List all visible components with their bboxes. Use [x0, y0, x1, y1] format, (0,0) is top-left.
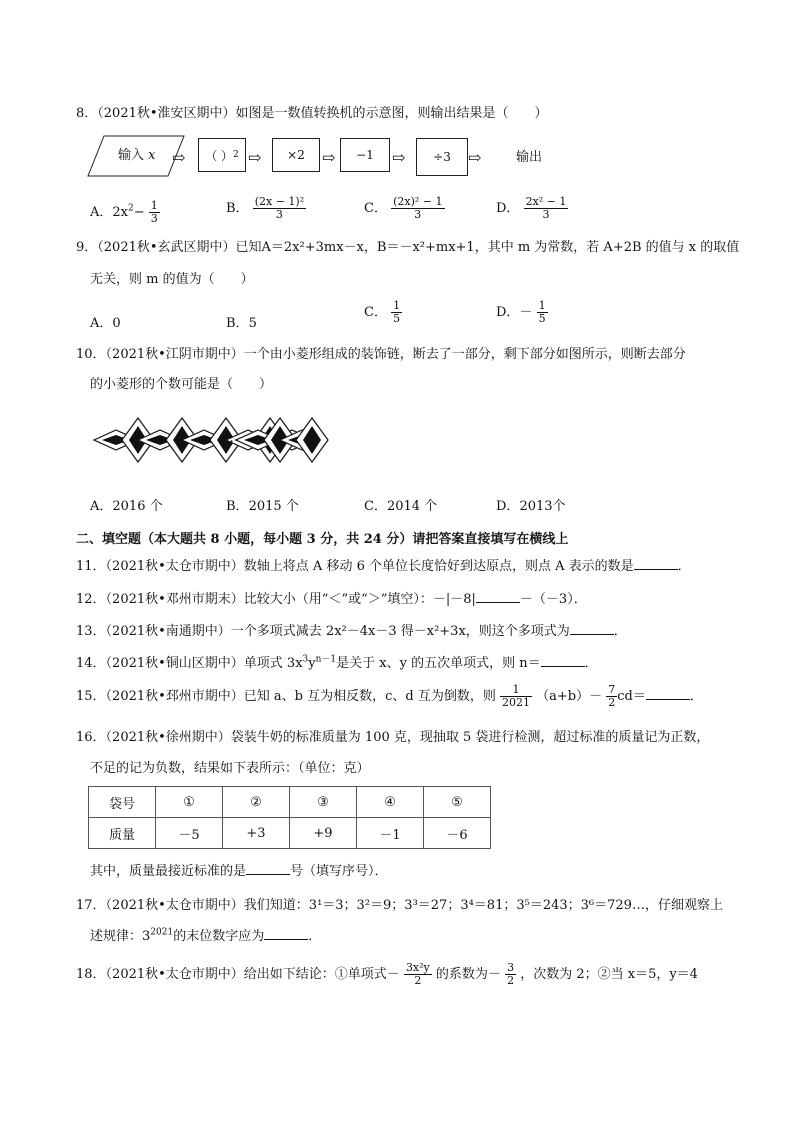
- q9-option-d: D．－ $\frac{1}{5}$: [496, 299, 546, 325]
- q9-option-a: A．0: [90, 316, 121, 331]
- q9-line2: 无关，则 m 的值为（ ）: [90, 272, 254, 287]
- answer-blank: [570, 622, 614, 635]
- q13: 13．（2021秋•南通期中）一个多项式减去 2x²－4x－3 得－x²+3x，则这个多项式为 ．: [76, 624, 627, 639]
- flow-output-label: 输出: [516, 150, 543, 165]
- q14: 14．（2021秋•铜山区期中）单项式 $3x^3y^{n-1}$是关于 x、y 的五次单项式，则 n＝ ．: [76, 654, 598, 671]
- q9-line1: 9．（2021秋•玄武区期中）已知A＝2x²+3mx－x，B＝－x²+mx+1，其中 m 为常数，若 A+2B 的值与 x 的取值: [76, 240, 740, 255]
- arrow-icon: ⇨: [468, 148, 482, 167]
- q18: 18．（2021秋•太仓市期中）给出如下结论：①单项式－ $\frac{\text{3x²y}}{2}$ 的系数为－ $\frac{3}{2}$ ，次数为 2；②当 x＝5，y＝4: [76, 961, 698, 987]
- q16-after: 其中，质量最接近标准的是 号（填写序号）．: [90, 864, 388, 879]
- q8-option-c: C． $\frac{\text{(2x)² − 1}}{3}$: [364, 195, 443, 221]
- q10-line2: 的小菱形的个数可能是（ ）: [90, 377, 273, 392]
- q8-option-b: B． $\frac{\text{(2x − 1)²}}{3}$: [226, 195, 305, 221]
- table-cell: 袋号: [89, 787, 156, 818]
- table-cell: －5: [156, 818, 223, 849]
- table-row: [89, 787, 491, 818]
- table-cell: －6: [424, 818, 491, 849]
- section-2-heading: 二、填空题（本大题共 8 小题，每小题 3 分，共 24 分）请把答案直接填写在横线上: [76, 532, 569, 547]
- table-cell: －1: [357, 818, 424, 849]
- arrow-icon: ⇨: [172, 148, 186, 167]
- q17-line2: 述规律：$3^{2021}$的末位数字应为 ．: [90, 927, 322, 944]
- answer-blank: [646, 687, 690, 700]
- answer-blank: [246, 862, 290, 875]
- chain-ellipsis: …: [220, 430, 234, 446]
- table-cell: +9: [290, 818, 357, 849]
- q8-option-d: D． $\frac{\text{2x² − 1}}{3}$: [496, 195, 567, 221]
- table-cell: ③: [290, 787, 357, 818]
- q8-option-a: A．$2x^2-$ $\frac{1}{3}$: [90, 199, 158, 225]
- rhombus-chain-figure-right: [236, 410, 336, 470]
- q15: 15．（2021秋•邳州市期中）已知 a、b 互为相反数，c、d 互为倒数，则 $\frac{1}{2021}$ （a+b）－ $\frac{7}{2}$ cd＝ ．: [76, 683, 703, 709]
- q17-line1: 17．（2021秋•太仓市期中）我们知道：3¹＝3；3²＝9；3³＝27；3⁴＝81；3⁵＝243；3⁶＝729…，仔细观察上: [76, 898, 723, 913]
- q8-text: 8．（2021秋•淮安区期中）如图是一数值转换机的示意图，则输出结果是（ ）: [76, 106, 548, 121]
- q16-line1: 16．（2021秋•徐州期中）袋装牛奶的标准质量为 100 克，现抽取 5 袋进行检测，超过标准的质量记为正数，: [76, 730, 710, 745]
- answer-blank: [541, 654, 585, 667]
- q10-option-a: A．2016 个: [90, 499, 163, 514]
- q11: 11．（2021秋•太仓市期中）数轴上将点 A 移动 6 个单位长度恰好到达原点，则点 A 表示的数是 ．: [76, 559, 691, 574]
- arrow-icon: ⇨: [322, 148, 336, 167]
- table-cell: ④: [357, 787, 424, 818]
- flow-minus1-box: −1: [340, 138, 390, 172]
- answer-blank: [264, 927, 308, 940]
- q12: 12．（2021秋•邓州市期末）比较大小（用“＜”或“＞”填空）：－|－8| －（－3）．: [76, 592, 587, 607]
- q16-table: [88, 786, 491, 849]
- answer-blank: [476, 590, 520, 603]
- answer-blank: [634, 557, 678, 570]
- q10-option-b: B．2015 个: [226, 499, 299, 514]
- table-cell: ⑤: [424, 787, 491, 818]
- flow-input-label: 输入 x: [118, 148, 156, 163]
- flow-times2-box: ×2: [272, 138, 320, 172]
- q10-option-c: C．2014 个: [364, 499, 438, 514]
- q9-option-c: C． $\frac{1}{5}$: [364, 299, 401, 325]
- q16-line2: 不足的记为负数，结果如下表所示：（单位：克）: [90, 761, 370, 776]
- arrow-icon: ⇨: [248, 148, 262, 167]
- arrow-icon: ⇨: [392, 148, 406, 167]
- table-cell: ①: [156, 787, 223, 818]
- flow-div3-box: ÷3: [416, 138, 468, 176]
- table-cell: ②: [223, 787, 290, 818]
- q10-option-d: D．2013个: [496, 499, 566, 514]
- flow-square-box: （ ） 2: [198, 138, 246, 172]
- table-cell: +3: [223, 818, 290, 849]
- table-row: [89, 818, 491, 849]
- q9-option-b: B．5: [226, 316, 257, 331]
- table-cell: 质量: [89, 818, 156, 849]
- q10-line1: 10．（2021秋•江阴市期中）一个由小菱形组成的装饰链，断去了一部分，剩下部分如图所示，则断去部分: [76, 347, 686, 362]
